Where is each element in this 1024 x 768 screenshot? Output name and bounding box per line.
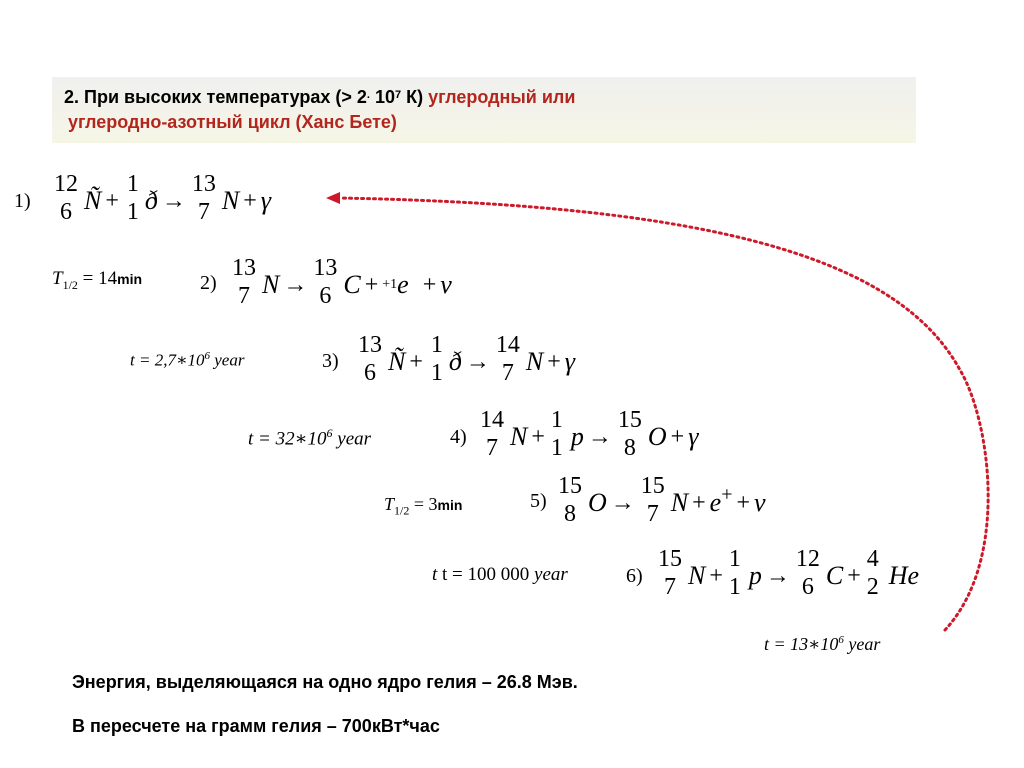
- reaction-2-halflife: $T_{1/2} = 14\min$: [52, 268, 143, 292]
- reaction-4: 14 7 N + 1 1 p → 15 8 O + γ: [480, 407, 699, 461]
- energy-text: Энергия, выделяющаяся на одно ядро гелия – 26.8 Мэв.: [72, 672, 578, 692]
- reaction-6-label: 6): [626, 565, 643, 587]
- reaction-3: 13 6 Ñ + 1 1 ð → 14 7 N + γ: [358, 332, 576, 386]
- per-gram-text: В пересчете на грамм гелия – 700кВт*час: [72, 716, 440, 736]
- title-line-1: 2. При высоких температурах (> 2. $10^7$ К) углеродный или: [64, 87, 576, 107]
- reaction-1: 12 6 Ñ + 1 1 ð → 13 7 N + γ: [52, 172, 271, 230]
- arrow-head-icon: [326, 192, 340, 204]
- reaction-5: 15 8 O → 15 7 N + e+ + ν: [558, 473, 766, 527]
- nucleus: 12 6: [54, 171, 78, 225]
- reaction-2-label: 2): [200, 272, 217, 294]
- reaction-1-label: 1): [14, 190, 31, 212]
- reaction-4-time: $t = 32∗10^6$ year: [248, 426, 372, 450]
- reaction-6-time: t t = 100 000 year: [432, 564, 568, 585]
- reaction-3-label: 3): [322, 350, 339, 372]
- reaction-6: 15 7 N + 1 1 p → 12 6 C + 4 2 He: [658, 546, 920, 600]
- title-line-2: углеродно-азотный цикл (Ханс Бете): [68, 112, 397, 132]
- cycle-time: $t = 13∗10^6$ year: [764, 634, 881, 654]
- reaction-5-label: 5): [530, 490, 547, 512]
- reaction-5-halflife: $T_{1/2} = 3\min$: [384, 494, 463, 518]
- reaction-2: 13 7 N → 13 6 C + +1e + ν: [232, 255, 452, 309]
- reaction-4-label: 4): [450, 426, 467, 448]
- reaction-3-time: $t = 2,7∗10^6$ year: [130, 350, 245, 370]
